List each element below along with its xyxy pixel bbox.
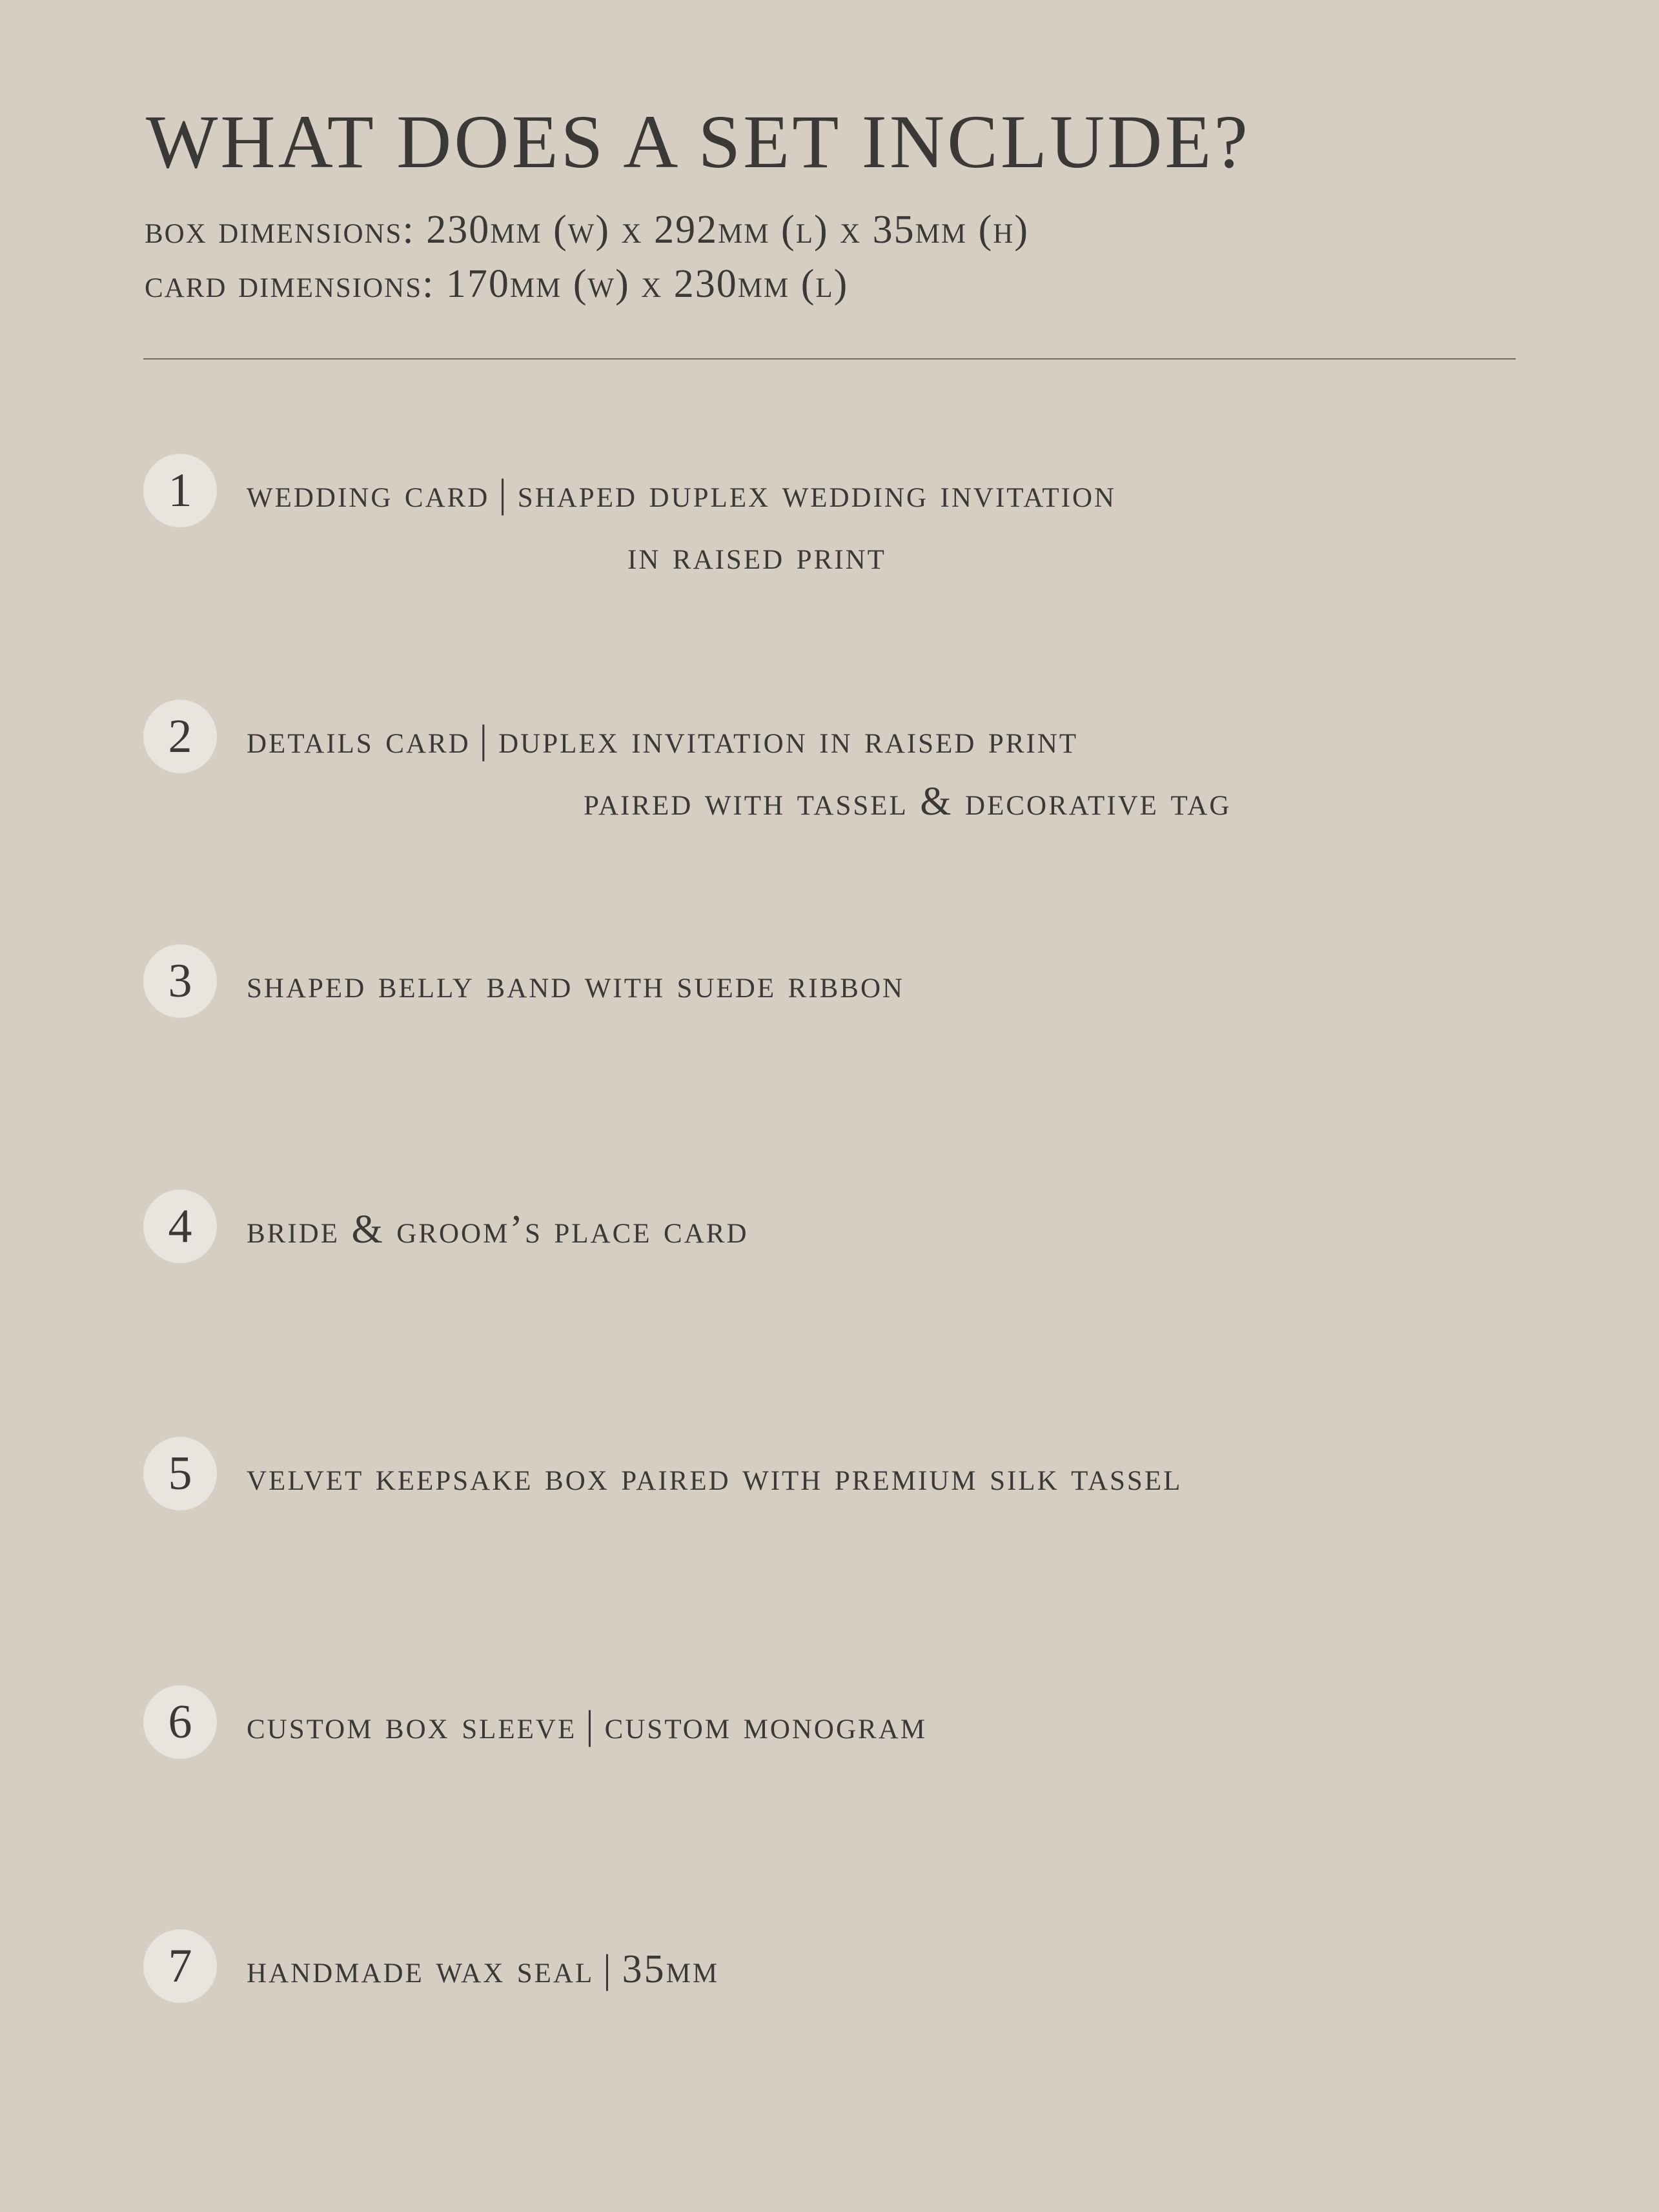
separator: | [585, 1703, 596, 1747]
item-label: velvet keepsake box paired with premium silk tassel [247, 1455, 1183, 1499]
item-label: details card [247, 718, 471, 762]
item-text [247, 1446, 1182, 1508]
number-badge: 3 [143, 944, 217, 1018]
separator: | [498, 472, 509, 516]
item-label: handmade wax seal [247, 1947, 595, 1991]
item-label: shaped belly band with suede ribbon [247, 962, 905, 1006]
list-item [143, 1685, 1563, 1759]
number-badge: 7 [143, 1929, 217, 2003]
item-detail: shaped duplex wedding invitation [517, 472, 1117, 516]
item-label: custom box sleeve [247, 1703, 577, 1747]
item-label: bride & groom’s place card [247, 1208, 749, 1252]
item-text [247, 1938, 719, 2000]
item-label: wedding card [247, 472, 490, 516]
item-text [247, 709, 1231, 833]
item-text [247, 1694, 927, 1756]
number-badge: 5 [143, 1437, 217, 1510]
number-badge: 6 [143, 1685, 217, 1759]
item-detail: custom monogram [604, 1703, 928, 1747]
list-item [143, 944, 1563, 1018]
item-text [247, 463, 1116, 587]
number-badge: 1 [143, 454, 217, 527]
dimensions-block [145, 203, 1029, 311]
page-title: WHAT DOES A SET INCLUDE? [146, 99, 1250, 184]
list-item [143, 1190, 1563, 1263]
item-text [247, 953, 904, 1015]
box-dimensions: box dimensions: 230mm (w) x 292mm (l) x 35mm (h) [145, 208, 1029, 252]
item-detail: duplex invitation in raised print [498, 718, 1079, 762]
divider [143, 358, 1516, 360]
list-item [143, 1437, 1563, 1510]
item-detail-continuation: in raised print [627, 534, 886, 578]
list-item [143, 1929, 1563, 2003]
item-detail: 35mm [622, 1947, 720, 1991]
item-detail-continuation: paired with tassel & decorative tag [584, 780, 1232, 824]
card-dimensions: card dimensions: 170mm (w) x 230mm (l) [145, 262, 849, 306]
item-text [247, 1199, 749, 1261]
separator: | [479, 718, 490, 762]
separator: | [603, 1947, 613, 1991]
number-badge: 4 [143, 1190, 217, 1263]
list-item [143, 454, 1563, 578]
number-badge: 2 [143, 700, 217, 773]
list-item [143, 700, 1563, 824]
